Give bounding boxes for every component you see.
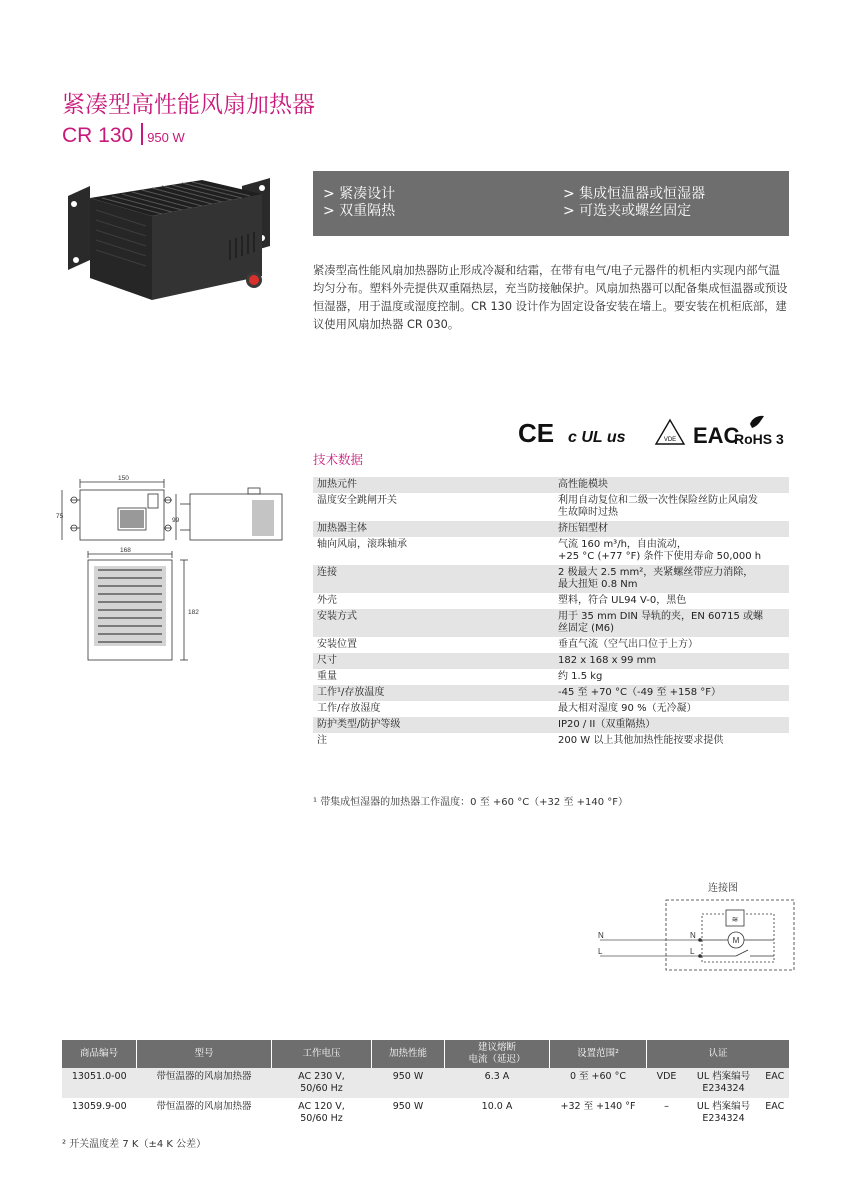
col-header-article: 商品编号	[62, 1040, 137, 1068]
rohs-leaf-icon	[750, 416, 764, 428]
svg-text:≋: ≋	[731, 915, 739, 924]
spec-key: 尺寸	[313, 653, 554, 669]
spec-key: 防护类型/防护等级	[313, 717, 554, 733]
spec-key: 加热器主体	[313, 521, 554, 537]
wiring-diagram-label: 连接图	[708, 883, 738, 894]
spec-row	[313, 477, 789, 493]
wiring-diagram	[596, 894, 796, 974]
tech-data-title: 技术数据	[313, 452, 364, 467]
motor-label: M	[732, 936, 740, 945]
spec-row	[313, 537, 789, 565]
wire-n-label: N	[598, 931, 604, 940]
spec-key: 连接	[313, 565, 554, 593]
page-title: 紧凑型高性能风扇加热器	[62, 92, 315, 118]
col-header-voltage: 工作电压	[272, 1040, 372, 1068]
spec-table	[313, 477, 789, 749]
spec-row	[313, 701, 789, 717]
table-row	[62, 1068, 789, 1098]
cell-approval-ul: UL 档案编号 E234324	[696, 1101, 751, 1124]
product-photo	[62, 168, 277, 308]
spec-row	[313, 565, 789, 593]
model-name	[62, 123, 185, 148]
cell-type: 带恒温器的风扇加热器	[156, 1101, 252, 1112]
spec-key: 加热元件	[313, 477, 554, 493]
spec-key: 温度安全跳闸开关	[317, 495, 397, 506]
spec-value: 200 W 以上其他加热性能按要求提供	[558, 735, 724, 746]
power-rating: 950 W	[147, 130, 185, 145]
spec-key: 工作/存放湿度	[317, 703, 381, 714]
spec-key: 工作¹/存放温度	[313, 685, 554, 701]
feature-item: > 集成恒温器或恒湿器	[563, 186, 706, 202]
rohs-mark-icon: RoHS 3	[734, 431, 784, 447]
dim-length: 182	[188, 609, 199, 616]
spec-key: 注	[317, 735, 327, 746]
features-col-2	[563, 186, 705, 220]
dim-width: 150	[118, 475, 129, 482]
spec-row	[313, 653, 789, 669]
spec-value: 垂直气流（空气出口位于上方）	[558, 639, 698, 650]
col-header-approvals: 认证	[647, 1040, 790, 1068]
product-table-header	[62, 1040, 789, 1068]
spec-row	[313, 493, 789, 521]
spec-row	[313, 717, 789, 733]
cell-fuse: 10.0 A	[481, 1101, 513, 1112]
spec-row	[313, 685, 789, 701]
table-row	[62, 1098, 789, 1128]
cell-approval-eac: EAC	[765, 1101, 785, 1112]
spec-row	[313, 593, 789, 609]
spec-key: 安装位置	[317, 639, 357, 650]
cell-approval-vde: VDE	[647, 1068, 687, 1098]
col-header-range: 设置范围²	[550, 1040, 647, 1068]
feature-item: > 紧凑设计	[323, 186, 396, 202]
feature-item: > 双重隔热	[323, 203, 396, 219]
separator	[141, 123, 143, 145]
spec-value: -45 至 +70 °C（-49 至 +158 °F）	[554, 685, 789, 701]
spec-row	[313, 733, 789, 749]
footnote-2: ² 开关温度差 7 K（±4 K 公差）	[62, 1139, 207, 1150]
certification-logos	[518, 414, 788, 450]
cell-power: 950 W	[392, 1101, 424, 1112]
cell-range: +32 至 +140 °F	[560, 1101, 636, 1112]
spec-row	[313, 609, 789, 637]
model-number: CR 130	[62, 124, 134, 147]
terminal-l-label: L	[690, 947, 695, 956]
switch-symbol-icon	[736, 950, 748, 956]
dim-height-side: 99	[172, 517, 180, 524]
dimension-drawing	[58, 474, 298, 674]
spec-key: 轴向风扇，滚珠轴承	[317, 539, 407, 550]
spec-row	[313, 669, 789, 685]
spec-key: 外壳	[317, 595, 337, 606]
col-header-power: 加热性能	[372, 1040, 445, 1068]
ce-mark-icon: CE	[518, 418, 555, 448]
spec-value: IP20 / II（双重隔热）	[554, 717, 789, 733]
description: 紧凑型高性能风扇加热器防止形成冷凝和结霜，在带有电气/电子元器件的机柜内实现内部气温均匀分布。塑料外壳提供双重隔热层，充当防接触保护。风扇加热器可以配备集成恒温器或预设恒湿器，用于温度或湿度控制。CR 130 设计作为固定设备安装在墙上。要安装在机柜底部，建议使用风扇加热器 CR 030。	[313, 264, 788, 331]
cell-voltage: AC 230 V, 50/60 Hz	[272, 1068, 372, 1098]
spec-value: 气流 160 m³/h，自由流动， +25 °C (+77 °F) 条件下使用寿命 50,000 h	[558, 539, 762, 562]
cell-article: 13059.9-00	[71, 1101, 127, 1112]
features-box	[313, 171, 789, 236]
cell-voltage: AC 120 V, 50/60 Hz	[298, 1101, 345, 1124]
eac-mark-icon: EAC	[693, 423, 740, 448]
cell-fuse: 6.3 A	[445, 1068, 550, 1098]
spec-value: 用于 35 mm DIN 导轨的夹，EN 60715 或螺 丝固定 (M6)	[554, 609, 789, 637]
spec-value: 利用自动复位和二级一次性保险丝防止风扇发 生故障时过热	[558, 495, 758, 518]
spec-row	[313, 637, 789, 653]
vde-mark-text: VDE	[663, 437, 677, 443]
feature-item: > 可选夹或螺丝固定	[563, 203, 692, 219]
product-table	[62, 1040, 789, 1128]
cell-article: 13051.0-00	[62, 1068, 137, 1098]
spec-value: 约 1.5 kg	[558, 671, 603, 682]
features-col-1	[323, 186, 395, 220]
spec-key: 安装方式	[313, 609, 554, 637]
spec-value: 2 极最大 2.5 mm²，夹紧螺丝带应力消除， 最大扭矩 0.8 Nm	[554, 565, 789, 593]
spec-row	[313, 521, 789, 537]
wire-l-label: L	[598, 947, 603, 956]
col-header-type: 型号	[137, 1040, 272, 1068]
spec-value: 182 x 168 x 99 mm	[554, 653, 789, 669]
cell-range: 0 至 +60 °C	[550, 1068, 647, 1098]
terminal-n-label: N	[690, 931, 696, 940]
spec-value: 塑料，符合 UL94 V-0，黑色	[558, 595, 687, 606]
cell-approval-vde: –	[664, 1101, 669, 1112]
cell-approval-eac: EAC	[761, 1068, 790, 1098]
cell-type: 带恒温器的风扇加热器	[137, 1068, 272, 1098]
spec-value: 挤压铝型材	[554, 521, 789, 537]
footnote-1: ¹ 带集成恒湿器的加热器工作温度：0 至 +60 °C（+32 至 +140 °F）	[313, 797, 629, 808]
spec-key: 重量	[317, 671, 337, 682]
ul-mark-icon: c UL us	[568, 429, 626, 446]
cell-power: 950 W	[372, 1068, 445, 1098]
spec-value: 高性能模块	[554, 477, 789, 493]
dim-bottom-width: 168	[120, 547, 131, 554]
dim-depth: 75	[56, 513, 64, 520]
spec-value: 最大相对湿度 90 %（无冷凝）	[558, 703, 697, 714]
col-header-fuse: 建议熔断 电流（延迟）	[445, 1040, 550, 1068]
cell-approval-ul: UL 档案编号 E234324	[687, 1068, 761, 1098]
